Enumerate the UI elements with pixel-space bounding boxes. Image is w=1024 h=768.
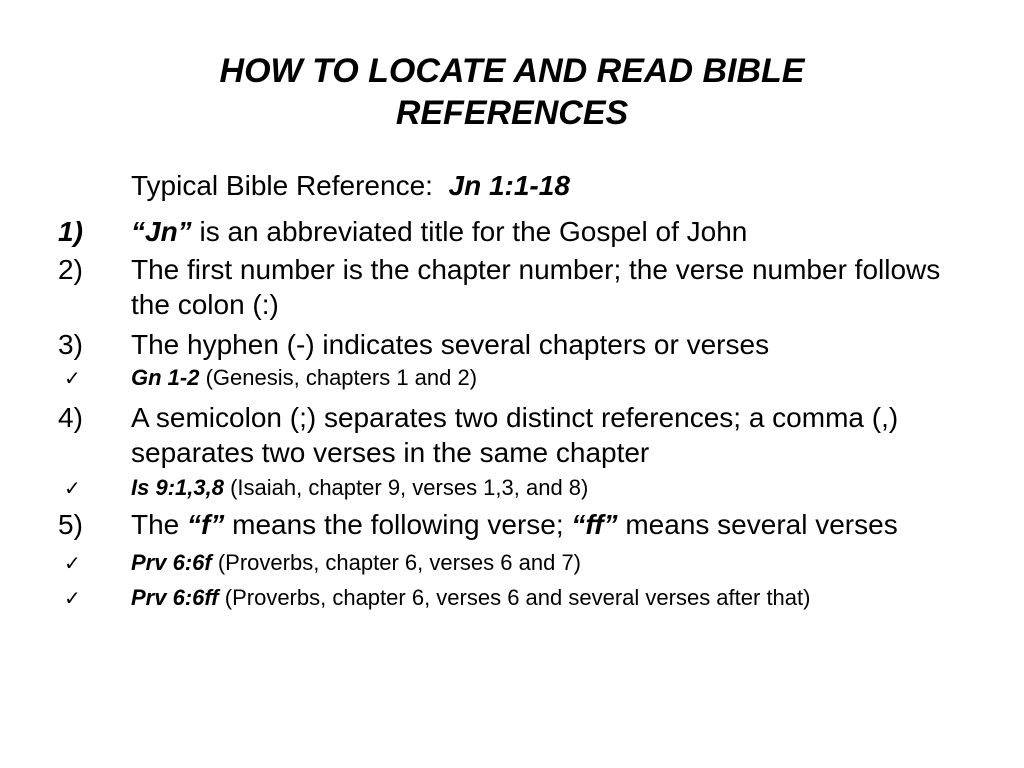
list-item-5-post: means several verses (617, 509, 898, 540)
check-icon: ✓ (64, 586, 81, 610)
list-item-5-mid: means the following verse; (224, 509, 572, 540)
example-2-ref: Is 9:1,3,8 (131, 475, 224, 500)
list-item-3-text: The hyphen (-) indicates several chapters or verses (131, 329, 770, 360)
check-icon: ✓ (64, 476, 81, 500)
example-1-ref: Gn 1-2 (131, 365, 200, 390)
list-item-3 (58, 327, 978, 362)
check-icon: ✓ (64, 366, 81, 390)
example-4-ref: Prv 6:6ff (131, 585, 219, 610)
list-marker-3: 3) (58, 329, 83, 360)
slide-title (0, 50, 1024, 134)
slide-title-line-2: REFERENCES (395, 94, 629, 132)
example-item-4 (58, 583, 978, 613)
list-item-4 (58, 400, 978, 470)
list-marker-1: 1) (58, 216, 83, 247)
list-item-1 (58, 214, 978, 249)
list-item-1-text: is an abbreviated title for the Gospel of John (191, 216, 748, 247)
list-marker-2: 2) (58, 254, 83, 285)
list-item-5-term-ff: “ff” (571, 509, 618, 540)
list-item-2-text: The first number is the chapter number; the verse number follows the colon (:) (131, 254, 941, 320)
list-item-4-text: A semicolon (;) separates two distinct references; a comma (,) separates two verses in the same chapter (131, 402, 899, 468)
list-item-2 (58, 252, 978, 322)
list-item-1-term: “Jn” (131, 216, 192, 247)
example-2-text: (Isaiah, chapter 9, verses 1,3, and 8) (223, 475, 589, 500)
example-item-1 (58, 363, 978, 393)
example-3-ref: Prv 6:6f (131, 550, 212, 575)
example-3-text: (Proverbs, chapter 6, verses 6 and 7) (211, 550, 582, 575)
example-item-3 (58, 548, 978, 578)
list-item-5-pre: The (131, 509, 188, 540)
example-1-text: (Genesis, chapters 1 and 2) (199, 365, 478, 390)
list-item-5 (58, 507, 978, 542)
slide-title-line-1: HOW TO LOCATE AND READ BIBLE (219, 52, 805, 90)
example-item-2 (58, 473, 978, 503)
typical-reference-line (58, 168, 978, 203)
list-item-5-term-f: “f” (187, 509, 225, 540)
example-4-text: (Proverbs, chapter 6, verses 6 and several verses after that) (218, 585, 811, 610)
typical-reference-label: Typical Bible Reference: (131, 170, 433, 201)
list-marker-5: 5) (58, 509, 83, 540)
list-marker-4: 4) (58, 402, 83, 433)
typical-reference-example: Jn 1:1-18 (448, 170, 570, 201)
slide-body (58, 168, 978, 613)
check-icon: ✓ (64, 551, 81, 575)
